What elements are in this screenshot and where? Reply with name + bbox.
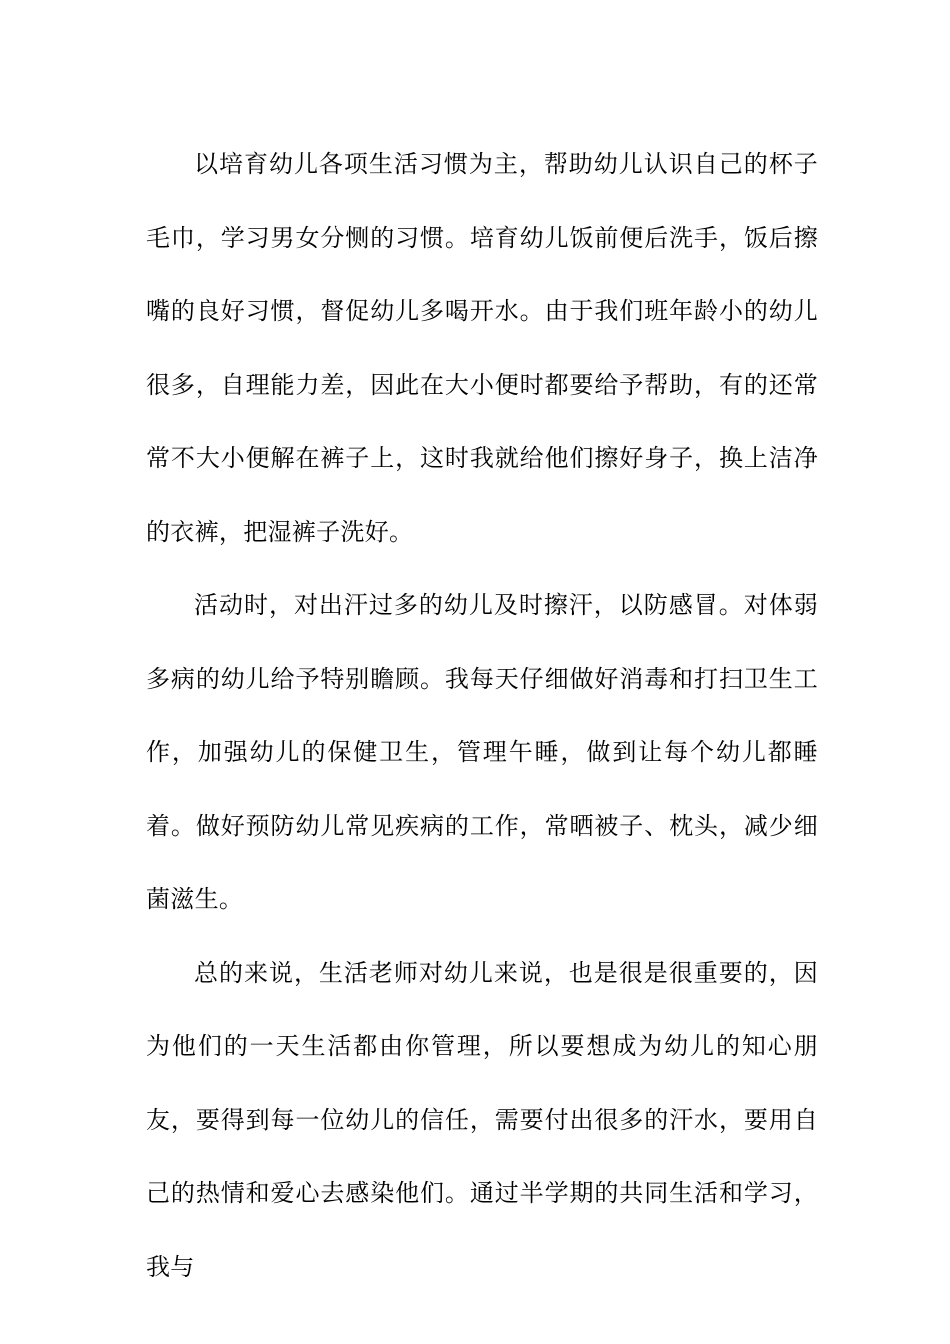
paragraph-health-care: 活动时，对出汗过多的幼儿及时擦汗，以防感冒。对体弱多病的幼儿给予特别瞻顾。我每天仔细做好消毒和打扫卫生工作，加强幼儿的保健卫生，管理午睡，做到让每个幼儿都睡着。做好预防幼儿常见疾病的工作，常晒被子、枕头，减少细菌滋生。 (146, 591, 818, 913)
paragraph-hygiene-habits: 以培育幼儿各项生活习惯为主，帮助幼儿认识自己的杯子毛巾，学习男女分恻的习惯。培育幼儿饭前便后洗手，饭后擦嘴的良好习惯，督促幼儿多喝开水。由于我们班年龄小的幼儿很多，自理能力差，因此在大小便时都要给予帮助，有的还常常不大小便解在裤子上，这时我就给他们擦好身子，换上洁净的衣裤，把湿裤子洗好。 (146, 150, 818, 546)
document-page (146, 128, 818, 1304)
paragraph-summary: 总的来说，生活老师对幼儿来说，也是很是很重要的，因为他们的一天生活都由你管理，所以要想成为幼儿的知心朋友，要得到每一位幼儿的信任，需要付出很多的汗水，要用自己的热情和爱心去感染他们。通过半学期的共同生活和学习，我与 (146, 958, 818, 1281)
